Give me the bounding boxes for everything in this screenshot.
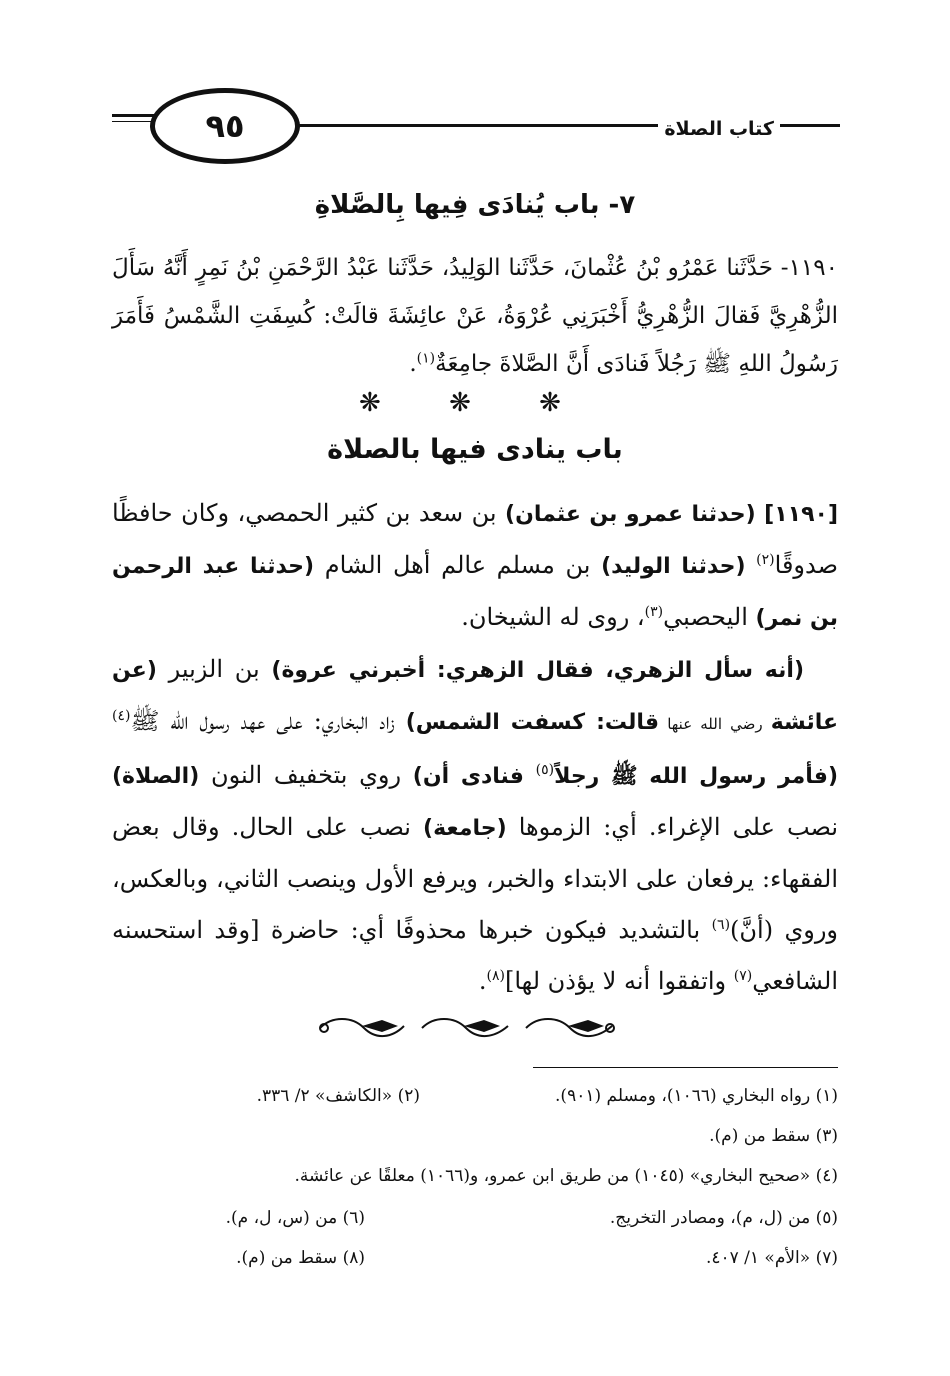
- page-number-badge: [150, 88, 300, 164]
- footnote-ref: (٥): [535, 762, 555, 778]
- quoted-text: (عن عائشة: [112, 658, 838, 735]
- commentary-paragraph-2: [112, 644, 838, 1007]
- star-separator: ❋ ❋ ❋: [359, 388, 591, 418]
- hadith-end: .: [409, 351, 417, 377]
- commentary-text: .: [478, 967, 487, 995]
- quoted-text: (حدثنا عبد الرحمن بن نمر): [112, 554, 838, 631]
- commentary-body: [112, 488, 838, 1007]
- commentary-text: واتفقوا أنه لا يؤذن لها]: [504, 967, 734, 995]
- quoted-text: (أنه سأل الزهري، فقال الزهري: أخبرني عروة): [271, 658, 804, 683]
- footnote-2: (٢) «الكاشف» ٢/ ٣٣٦.: [256, 1086, 420, 1106]
- quoted-text: [١١٩٠] (حدثنا عمرو بن عثمان): [505, 502, 838, 527]
- footnote-4: (٤) «صحيح البخاري» (١٠٤٥) من طريق ابن عمرو، و(١٠٦٦) معلقًا عن عائشة.: [294, 1166, 838, 1186]
- running-head: كتاب الصلاة: [658, 118, 780, 140]
- footnote-ref: (٢): [756, 552, 775, 568]
- commentary-heading: باب ينادى فيها بالصلاة: [327, 434, 623, 465]
- footnote-ref: (١): [416, 350, 436, 367]
- quoted-text: (فأمر رسول الله ﷺ رجلاً: [554, 764, 838, 789]
- commentary-text: بن مسلم عالم أهل الشام: [314, 551, 602, 579]
- hadith-text: [112, 244, 838, 388]
- ornament-divider: [312, 1012, 622, 1042]
- footnote-ref: (٧): [733, 968, 753, 984]
- footnote-ref: (٤): [112, 708, 131, 724]
- footnote-6: (٦) من (س، ل، م).: [225, 1208, 365, 1228]
- quoted-text: (جامعة): [423, 816, 507, 841]
- quoted-text: قالت: كسفت الشمس): [405, 710, 660, 735]
- honorific-text: رضي الله عنها: [659, 715, 771, 733]
- commentary-text: بن سعد بن كثير الحمصي، وكان حافظًا صدوقًا: [112, 499, 838, 579]
- quoted-text: فنادى أن): [412, 764, 536, 789]
- quoted-text: (الصلاة): [112, 764, 200, 789]
- footnote-7: (٧) «الأم» ١/ ٤٠٧.: [705, 1248, 838, 1268]
- commentary-text: ، روى له الشيخان.: [461, 603, 645, 631]
- commentary-text: زاد البخاري: على عهد رسول الله ﷺ: [130, 707, 406, 735]
- section-heading: ٧- باب يُنادَى فِيها بِالصَّلاةِ: [314, 190, 636, 220]
- footnote-ref: (٨): [486, 968, 505, 984]
- footnote-separator: [533, 1067, 838, 1068]
- commentary-text: بن الزبير: [156, 655, 272, 683]
- footnote-ref: (٦): [711, 917, 731, 933]
- commentary-text: روي بتخفيف النون: [199, 761, 413, 789]
- commentary-text: [746, 551, 757, 579]
- page-header: [112, 88, 840, 168]
- footnote-5: (٥) من (ل، م)، ومصادر التخريج.: [609, 1208, 838, 1228]
- commentary-text: نصب على الإغراء. أي: الزموها: [506, 813, 839, 841]
- footnote-3: (٣) سقط من (م).: [709, 1126, 838, 1146]
- quoted-text: (حدثنا الوليد): [601, 554, 746, 579]
- commentary-text: بالتشديد فيكون خبرها محذوفًا أي: حاضرة [وقد استحسنه الشافعي: [112, 916, 838, 995]
- footnote-1: (١) رواه البخاري (١٠٦٦)، ومسلم (٩٠١).: [555, 1086, 838, 1106]
- footnote-8: (٨) سقط من (م).: [236, 1248, 365, 1268]
- commentary-paragraph-1: [112, 488, 838, 644]
- footnote-ref: (٣): [644, 604, 664, 620]
- commentary-text: اليحصبي: [663, 603, 756, 631]
- page-number: ٩٥: [205, 107, 245, 145]
- commentary-text: نصب على الحال. وقال بعض الفقهاء: يرفعان على الابتداء والخبر، ويرفع الأول وينصب الثاني، وبالعكس، وروي (أنَّ): [112, 813, 839, 944]
- hadith-body: ١١٩٠- حَدَّثَنا عَمْرُو بْنُ عُثْمانَ، حَدَّثَنا الوَلِيدُ، حَدَّثَنا عَبْدُ الرَّحْمَنِ بْنُ نَمِرٍ أَنَّهُ سَأَلَ الزُّهْرِيَّ فَقالَ الزُّهْرِيُّ أَخْبَرَنِي عُرْوَةُ، عَنْ عائِشَةَ قالَتْ: كُسِفَتِ الشَّمْسُ فَأَمَرَ رَسُولُ اللهِ ﷺ رَجُلاً فَنادَى أَنَّ الصَّلاةَ جامِعَةٌ: [112, 255, 838, 377]
